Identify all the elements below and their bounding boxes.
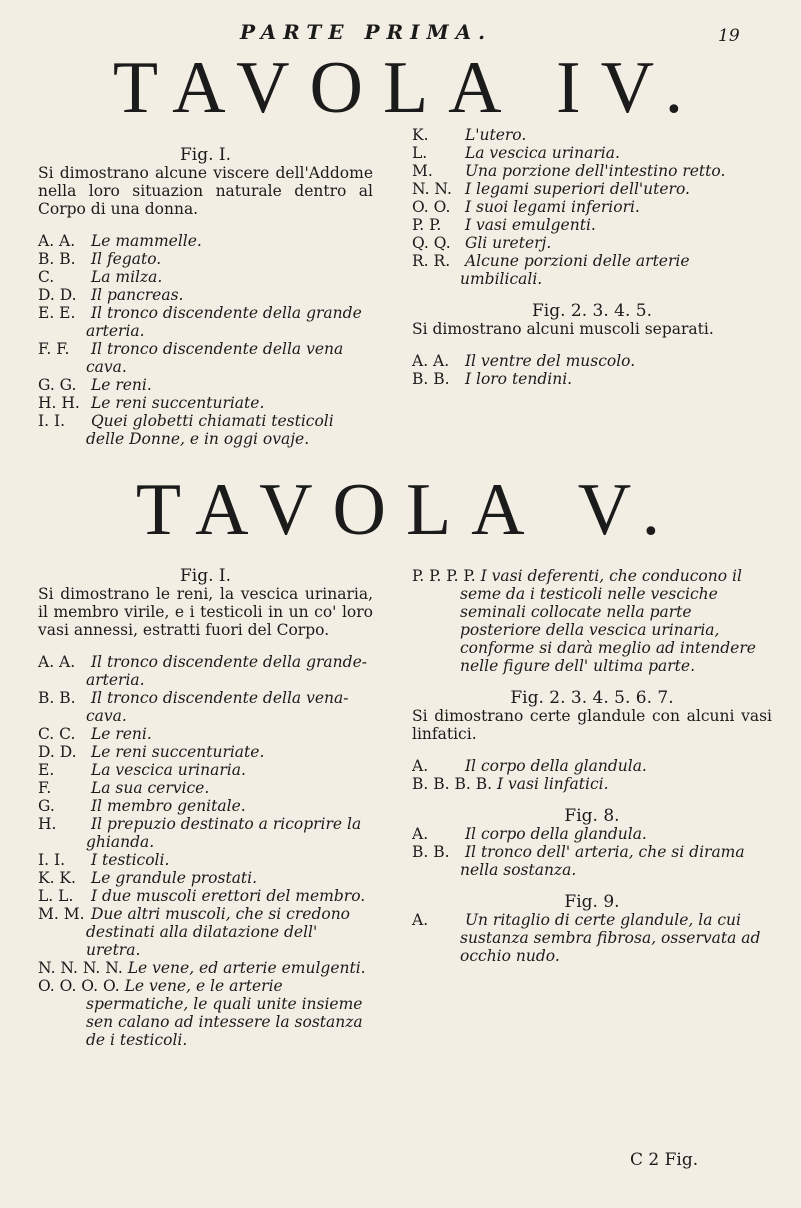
legend-label: M. M. bbox=[38, 905, 85, 923]
legend-label: D. D. bbox=[38, 743, 77, 761]
fig-heading: Fig. I. bbox=[179, 566, 232, 586]
legend-text: Il fegato. bbox=[90, 250, 162, 268]
legend-label: D. D. bbox=[38, 286, 77, 304]
intro-paragraph: Si dimostrano le reni, la vescica urinaria, il membro virile, e i testicoli in un co' loro vasi annessi, estratti fuori del Corpo. bbox=[38, 585, 373, 639]
legend-item bbox=[38, 725, 373, 743]
legend-label: O. O. O. O. bbox=[38, 977, 120, 995]
legend-item bbox=[412, 370, 772, 388]
fig-heading: Fig. I. bbox=[179, 145, 232, 165]
legend-text: L'utero. bbox=[464, 126, 527, 144]
legend-list bbox=[412, 352, 772, 388]
legend-label: E. E. bbox=[38, 304, 76, 322]
legend-label: E. bbox=[38, 761, 55, 779]
tavola-v-title: TAVOLA V. bbox=[135, 469, 681, 551]
legend-text: Le reni succenturiate. bbox=[90, 394, 265, 412]
legend-item bbox=[38, 959, 373, 977]
legend-label: Q. Q. bbox=[412, 234, 451, 252]
legend-label: A. A. bbox=[38, 232, 76, 250]
legend-list bbox=[412, 567, 772, 675]
legend-label: H. bbox=[38, 815, 57, 833]
legend-item bbox=[38, 779, 373, 797]
tavola-v-right-column bbox=[412, 567, 772, 965]
intro-paragraph: Si dimostrano certe glandule con alcuni vasi linfatici. bbox=[412, 707, 772, 743]
legend-item bbox=[38, 340, 373, 376]
legend-label: C. C. bbox=[38, 725, 76, 743]
running-title: PARTE PRIMA. bbox=[240, 20, 493, 44]
legend-label: F. bbox=[38, 779, 52, 797]
legend-text: Alcune porzioni delle arterie umbilicali. bbox=[460, 252, 690, 288]
legend-item bbox=[38, 250, 373, 268]
legend-text: Il tronco discendente della vena cava. bbox=[86, 340, 344, 376]
legend-text: Il tronco discendente della vena-cava. bbox=[86, 689, 349, 725]
legend-label: B. B. bbox=[38, 250, 76, 268]
legend-item bbox=[38, 689, 373, 725]
legend-label: N. N. bbox=[412, 180, 452, 198]
legend-text: Gli ureterj. bbox=[464, 234, 552, 252]
legend-list bbox=[412, 825, 772, 879]
legend-label: B. B. bbox=[412, 843, 450, 861]
legend-text: Il prepuzio destinato a ricoprire la ghianda. bbox=[86, 815, 362, 851]
tavola-iv-title: TAVOLA IV. bbox=[112, 47, 704, 129]
legend-item bbox=[38, 869, 373, 887]
fig-heading: Fig. 8. bbox=[564, 806, 620, 826]
legend-label: K. bbox=[412, 126, 429, 144]
legend-label: H. H. bbox=[38, 394, 80, 412]
legend-label: L. bbox=[412, 144, 428, 162]
legend-text: I due muscoli erettori del membro. bbox=[90, 887, 366, 905]
legend-text: Il tronco discendente della grande arteria. bbox=[86, 304, 362, 340]
legend-text: Un ritaglio di certe glandule, la cui sustanza sembra fibrosa, osservata ad occhio nudo. bbox=[460, 911, 761, 965]
fig-heading: Fig. 2. 3. 4. 5. 6. 7. bbox=[510, 688, 674, 708]
legend-item bbox=[38, 815, 373, 851]
legend-item bbox=[38, 286, 373, 304]
legend-item bbox=[38, 887, 373, 905]
legend-item bbox=[412, 252, 772, 288]
fig-heading: Fig. 9. bbox=[564, 892, 620, 912]
legend-text: I suoi legami inferiori. bbox=[464, 198, 640, 216]
legend-item bbox=[412, 843, 772, 879]
legend-text: Quei globetti chiamati testicoli delle Donne, e in oggi ovaje. bbox=[86, 412, 334, 448]
legend-label: R. R. bbox=[412, 252, 451, 270]
legend-text: Le vene, ed arterie emulgenti. bbox=[127, 959, 366, 977]
legend-text: Le vene, e le arterie spermatiche, le quali unite insieme sen calano ad intessere la sostanza de i testicoli. bbox=[86, 977, 363, 1049]
legend-item bbox=[38, 851, 373, 869]
legend-item bbox=[38, 761, 373, 779]
legend-item bbox=[38, 797, 373, 815]
legend-item bbox=[38, 394, 373, 412]
legend-item bbox=[412, 144, 772, 162]
legend-item bbox=[38, 232, 373, 250]
legend-text: Le reni. bbox=[90, 376, 152, 394]
legend-text: I legami superiori dell'utero. bbox=[464, 180, 690, 198]
tavola-iv-right-column bbox=[412, 126, 772, 388]
legend-label: A. A. bbox=[412, 352, 450, 370]
legend-label: P. P. bbox=[412, 216, 442, 234]
legend-text: Il corpo della glandula. bbox=[464, 825, 647, 843]
tavola-v-left-column bbox=[38, 567, 373, 1049]
catchword: C 2 Fig. bbox=[630, 1150, 699, 1170]
legend-list bbox=[412, 911, 772, 965]
legend-text: La vescica urinaria. bbox=[464, 144, 620, 162]
legend-item bbox=[38, 743, 373, 761]
legend-label: O. O. bbox=[412, 198, 451, 216]
fig-heading: Fig. 2. 3. 4. 5. bbox=[531, 301, 652, 321]
legend-label: N. N. N. N. bbox=[38, 959, 123, 977]
legend-text: Il corpo della glandula. bbox=[464, 757, 647, 775]
legend-item bbox=[38, 977, 373, 1049]
legend-item bbox=[412, 567, 772, 675]
tavola-iv-left-column bbox=[38, 146, 373, 448]
legend-label: B. B. bbox=[412, 370, 450, 388]
legend-text: I loro tendini. bbox=[464, 370, 573, 388]
legend-label: A. bbox=[412, 825, 429, 843]
legend-list bbox=[412, 126, 772, 288]
legend-text: Le reni succenturiate. bbox=[90, 743, 265, 761]
legend-text: Una porzione dell'intestino retto. bbox=[464, 162, 726, 180]
legend-item bbox=[412, 126, 772, 144]
legend-text: La sua cervice. bbox=[90, 779, 210, 797]
intro-paragraph: Si dimostrano alcuni muscoli separati. bbox=[412, 320, 714, 338]
legend-item bbox=[412, 911, 772, 965]
legend-list bbox=[38, 232, 373, 448]
legend-label: K. K. bbox=[38, 869, 76, 887]
legend-text: I vasi linfatici. bbox=[497, 775, 609, 793]
legend-label: P. P. P. P. bbox=[412, 567, 476, 585]
legend-list bbox=[38, 653, 373, 1049]
legend-label: G. G. bbox=[38, 376, 77, 394]
legend-text: I testicoli. bbox=[90, 851, 170, 869]
legend-item bbox=[38, 376, 373, 394]
page-number: 19 bbox=[718, 26, 740, 46]
legend-item bbox=[38, 412, 373, 448]
legend-text: Le grandule prostati. bbox=[90, 869, 258, 887]
legend-text: Le mammelle. bbox=[90, 232, 202, 250]
legend-item bbox=[412, 180, 772, 198]
legend-item bbox=[38, 653, 373, 689]
legend-label: F. F. bbox=[38, 340, 70, 358]
legend-label: G. bbox=[38, 797, 55, 815]
legend-text: I vasi emulgenti. bbox=[464, 216, 596, 234]
legend-label: M. bbox=[412, 162, 433, 180]
legend-text: I vasi deferenti, che conducono il seme da i testicoli nelle vesciche seminali collocate nella parte posteriore della vescica urinaria, conforme si darà meglio ad intendere nelle figure dell' ultima parte. bbox=[460, 567, 756, 675]
legend-item bbox=[412, 162, 772, 180]
legend-item bbox=[38, 905, 373, 959]
legend-item bbox=[38, 304, 373, 340]
legend-label: A. bbox=[412, 757, 429, 775]
legend-text: Il membro genitale. bbox=[90, 797, 246, 815]
running-head bbox=[0, 20, 801, 50]
legend-item bbox=[412, 757, 772, 775]
legend-list bbox=[412, 757, 772, 793]
legend-item bbox=[412, 234, 772, 252]
legend-item bbox=[412, 216, 772, 234]
legend-item bbox=[412, 775, 772, 793]
legend-text: Le reni. bbox=[90, 725, 152, 743]
legend-text: La milza. bbox=[90, 268, 163, 286]
legend-text: Il ventre del muscolo. bbox=[464, 352, 636, 370]
legend-item bbox=[412, 352, 772, 370]
legend-text: Il tronco discendente della grande-arteria. bbox=[86, 653, 367, 689]
legend-text: La vescica urinaria. bbox=[90, 761, 246, 779]
legend-text: Due altri muscoli, che si credono destinati alla dilatazione dell' uretra. bbox=[86, 905, 351, 959]
legend-label: A. bbox=[412, 911, 429, 929]
legend-item bbox=[412, 825, 772, 843]
legend-item bbox=[38, 268, 373, 286]
legend-label: I. I. bbox=[38, 412, 66, 430]
legend-label: B. B. B. B. bbox=[412, 775, 493, 793]
legend-label: A. A. bbox=[38, 653, 76, 671]
intro-paragraph: Si dimostrano alcune viscere dell'Addome nella loro situazion naturale dentro al Corpo di una donna. bbox=[38, 164, 373, 218]
legend-label: B. B. bbox=[38, 689, 76, 707]
legend-text: Il pancreas. bbox=[90, 286, 184, 304]
legend-label: C. bbox=[38, 268, 55, 286]
legend-label: L. L. bbox=[38, 887, 74, 905]
legend-item bbox=[412, 198, 772, 216]
legend-label: I. I. bbox=[38, 851, 66, 869]
legend-text: Il tronco dell' arteria, che si dirama nella sostanza. bbox=[460, 843, 745, 879]
